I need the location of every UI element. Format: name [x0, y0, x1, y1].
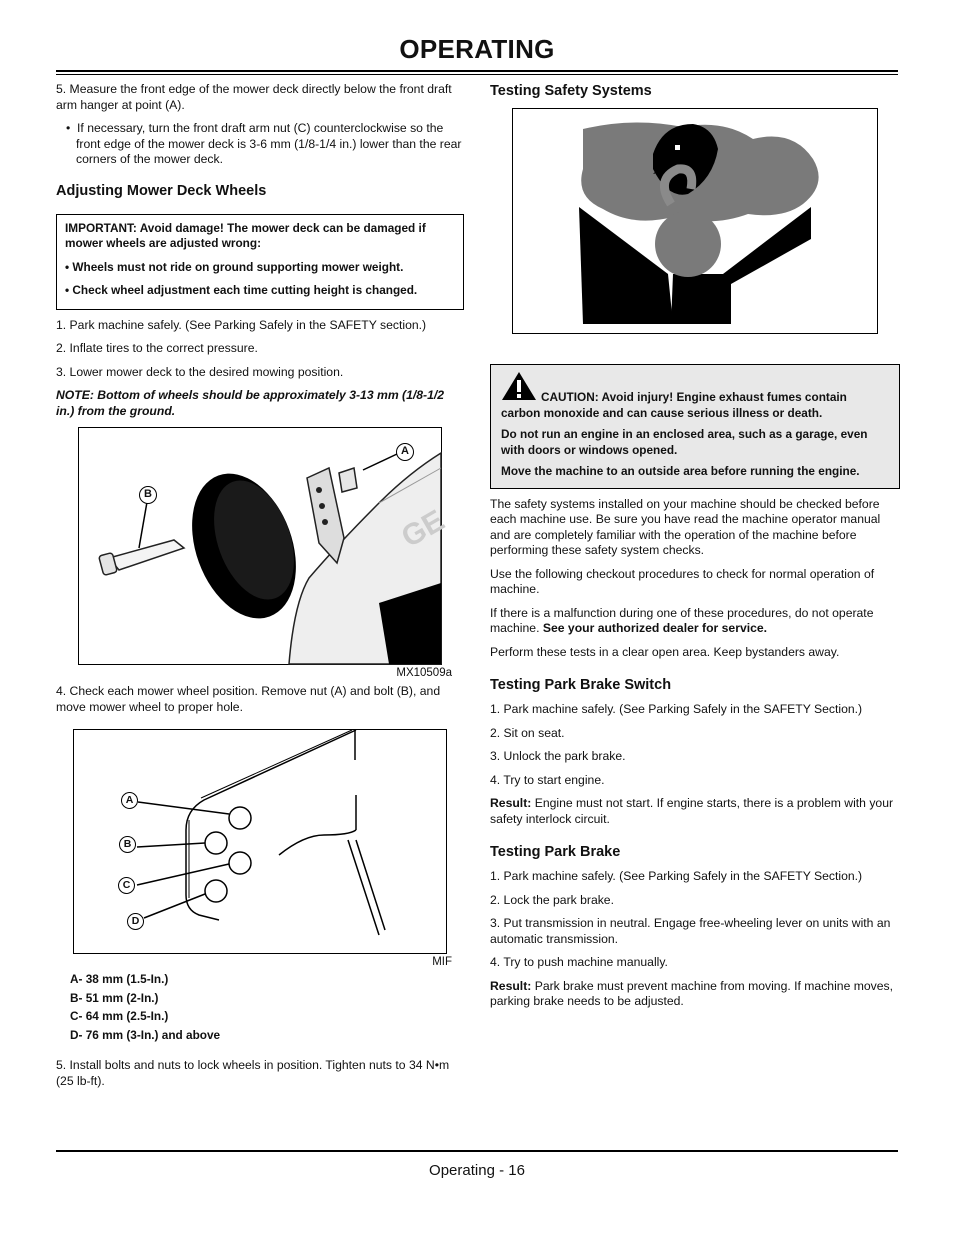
step-5-measure: 5. Measure the front edge of the mower deck directly below the front draft arm hanger at point (A). — [56, 82, 452, 112]
brake-step-4: 4. Try to push machine manually. — [490, 955, 668, 969]
legend-item-a: A- 38 mm (1.5-In.) — [70, 972, 169, 986]
mower-wheel-illustration — [79, 428, 451, 664]
callout-b — [139, 486, 157, 504]
heading-adjusting-wheels: Adjusting Mower Deck Wheels — [56, 182, 267, 199]
callout-b-label: B — [144, 488, 152, 500]
wheels-step-4: 4. Check each mower wheel position. Remove nut (A) and bolt (B), and move mower wheel to proper hole. — [56, 684, 441, 714]
callout-d-label: D — [131, 915, 140, 927]
figure-wheel-holes — [73, 729, 447, 954]
figure-1-caption: MX10509a — [396, 667, 452, 679]
note-wheel-height: NOTE: Bottom of wheels should be approximately 3-13 mm (1/8-1/2 in.) from the ground. — [56, 388, 445, 418]
safety-para-1: The safety systems installed on your machine should be checked before each machine use. Be sure you have read the machine operator manual and are completely familiar with the operation of the machine before performing these safety system checks. — [490, 496, 881, 557]
brake-result-text: Park brake must prevent machine from moving. If machine moves, parking brake needs to be adjusted. — [490, 978, 894, 1008]
wheels-step-2: 2. Inflate tires to the correct pressure. — [56, 341, 258, 355]
important-bullet2: • Check wheel adjustment each time cutting height is changed. — [65, 283, 418, 297]
warning-triangle-icon — [501, 371, 537, 406]
switch-result — [490, 796, 900, 827]
figure-2-caption: MIF — [432, 956, 452, 968]
wheels-step-1: 1. Park machine safely. (See Parking Safely in the SAFETY section.) — [56, 317, 427, 332]
switch-step-2: 2. Sit on seat. — [490, 725, 565, 740]
legend-item-d: D- 76 mm (3-In.) and above — [70, 1027, 221, 1042]
switch-step-1: 1. Park machine safely. (See Parking Safely in the SAFETY Section.) — [490, 702, 863, 716]
safety-para-3-text: If there is a malfunction during one of these procedures, do not operate machine. — [490, 605, 874, 635]
heading-park-brake-switch: Testing Park Brake Switch — [490, 677, 672, 693]
switch-result-label: Result: — [490, 796, 532, 810]
callout-c-label: C — [122, 879, 131, 891]
caution-line1 — [501, 371, 889, 421]
page-number: Operating - 16 — [429, 1162, 525, 1179]
legend-item-c: C- 64 mm (2.5-In.) — [70, 1009, 169, 1023]
callout-b-label: B — [123, 838, 132, 850]
callout-a — [396, 443, 414, 461]
caution-line3: Move the machine to an outside area before running the engine. — [501, 464, 860, 478]
caution-line2: Do not run an engine in an enclosed area, such as a garage, even with doors or windows opened. — [501, 427, 868, 457]
figure-exhaust-hazard — [512, 108, 878, 334]
callout-a-label: A — [125, 794, 134, 806]
brake-step-2: 2. Lock the park brake. — [490, 892, 614, 907]
figure-mower-wheel — [78, 427, 451, 665]
step-5-bullet-text: If necessary, turn the front draft arm nut (C) counterclockwise so the front edge of the mower deck is 3-6 mm (1/8-1/4 in.) lower than the rear corners of the mower deck. — [76, 121, 462, 166]
heading-testing-safety: Testing Safety Systems — [490, 83, 652, 99]
legend-item-b: B- 51 mm (2-In.) — [70, 990, 159, 1005]
switch-result-text: Engine must not start. If engine starts, there is a problem with your safety interlock circuit. — [490, 796, 894, 826]
important-bullet1: • Wheels must not ride on ground supporting mower weight. — [65, 259, 404, 274]
brake-result-label: Result: — [490, 978, 532, 993]
safety-para-3 — [490, 606, 900, 637]
page-title: OPERATING — [399, 34, 555, 64]
callout-b — [119, 836, 136, 853]
callout-d — [127, 913, 144, 930]
safety-para-3-bold: See your authorized dealer for service. — [542, 621, 768, 635]
wheel-height-legend — [56, 972, 464, 1043]
callout-c — [118, 877, 135, 894]
safety-para-4: Perform these tests in a clear open area. Keep bystanders away. — [490, 644, 840, 659]
switch-step-4: 4. Try to start engine. — [490, 772, 605, 787]
brake-step-3: 3. Put transmission in neutral. Engage free-wheeling lever on units with an automatic transmission. — [490, 916, 891, 946]
callout-a-label: A — [401, 445, 409, 457]
caution-notice — [490, 364, 900, 489]
svg-text:GE: GE — [396, 503, 451, 555]
brake-result — [490, 979, 900, 1010]
step-5-bullet: • If necessary, turn the front draft arm nut (C) counterclockwise so the front edge of the mower deck is 3-6 mm (1/8-1/4 in.) lower than the rear corners of the mower deck. — [66, 121, 462, 166]
safety-para-2: Use the following checkout procedures to check for normal operation of machine. — [490, 566, 875, 596]
callout-a — [121, 792, 138, 809]
right-column — [490, 82, 900, 1018]
wheels-step-5: 5. Install bolts and nuts to lock wheels in position. Tighten nuts to 34 N•m (25 lb-ft). — [56, 1058, 450, 1088]
important-notice — [56, 214, 464, 310]
brake-step-1: 1. Park machine safely. (See Parking Safely in the SAFETY Section.) — [490, 869, 863, 883]
left-column — [56, 82, 464, 1097]
important-line1: IMPORTANT: Avoid damage! The mower deck can be damaged if mower wheels are adjusted wrong: — [65, 220, 426, 250]
header-rule — [56, 70, 898, 72]
header-rule-thin — [56, 74, 898, 75]
exhaust-hazard-pictogram — [513, 109, 877, 333]
heading-park-brake: Testing Park Brake — [490, 844, 621, 860]
caution-line1-text: CAUTION: Avoid injury! Engine exhaust fumes contain carbon monoxide and can cause serious illness or death. — [501, 390, 847, 420]
footer-rule — [56, 1150, 898, 1152]
wheels-step-3: 3. Lower mower deck to the desired mowing position. — [56, 364, 344, 379]
switch-step-3: 3. Unlock the park brake. — [490, 749, 626, 763]
